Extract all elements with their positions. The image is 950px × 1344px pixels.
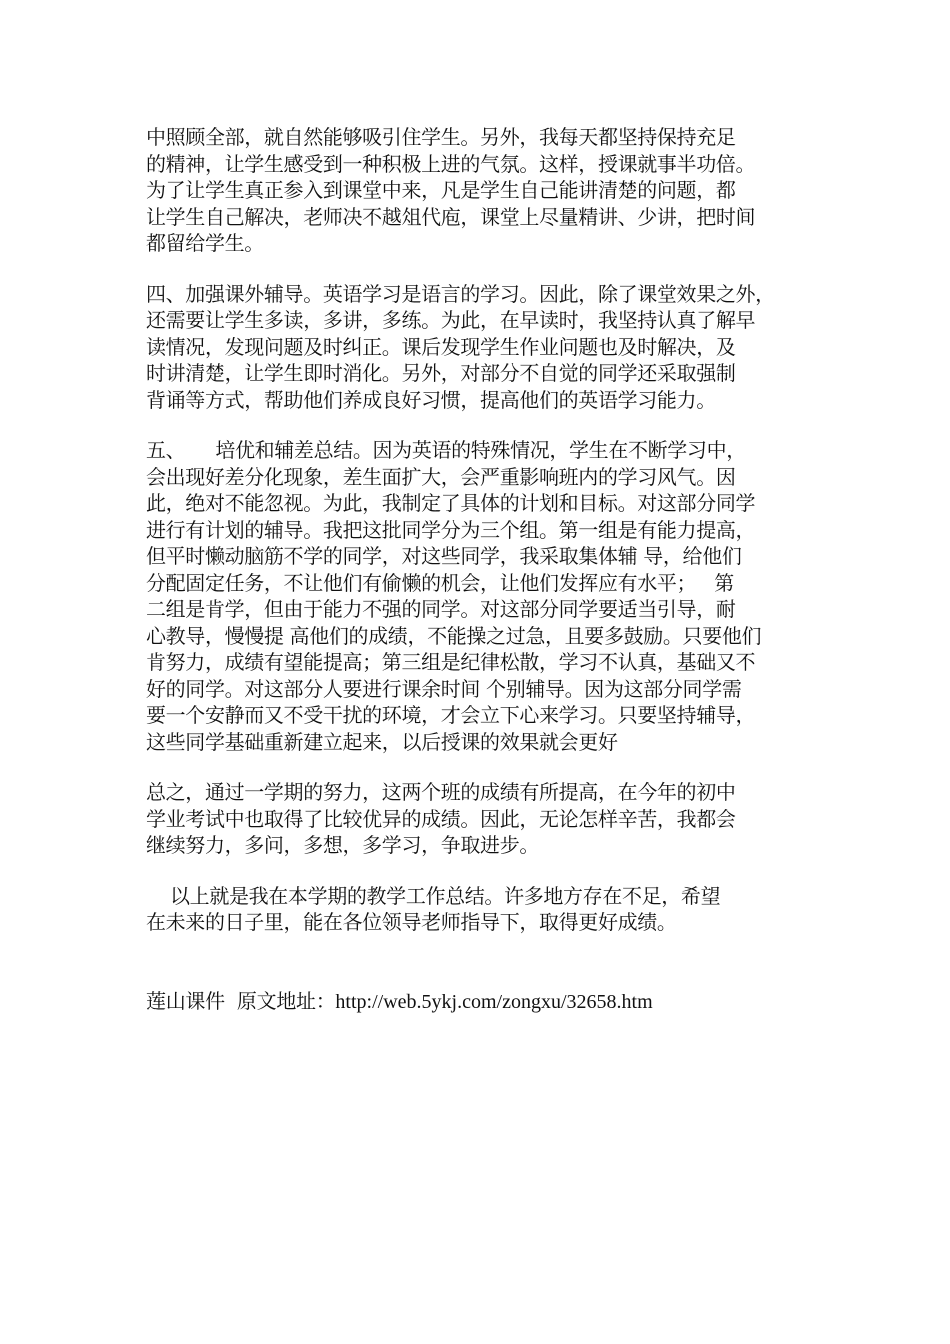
- paragraph-2: [146, 281, 810, 414]
- document-page: [146, 124, 810, 1015]
- text-line: 继续努力，多问，多想，多学习，争取进步。: [146, 833, 539, 857]
- paragraph-4: [146, 779, 810, 859]
- text-line: 都留给学生。: [146, 231, 264, 255]
- text-line: 四、加强课外辅导。英语学习是语言的学习。因此，除了课堂效果之外，: [146, 281, 775, 306]
- text-line: 时讲清楚，让学生即时消化。另外，对部分不自觉的同学还采取强制: [146, 361, 736, 385]
- paragraph-spacer: [146, 257, 810, 281]
- paragraph-spacer: [146, 755, 810, 779]
- text-line: 的精神，让学生感受到一种积极上进的气氛。这样，授课就事半功倍。: [146, 151, 756, 176]
- text-line: 进行有计划的辅导。我把这批同学分为三个组。第一组是有能力提高，: [146, 517, 756, 542]
- text-line: 要一个安静而又不受干扰的环境，才会立下心来学习。只要坚持辅导，: [146, 703, 756, 727]
- text-line: 分配固定任务，不让他们有偷懒的机会，让他们发挥应有水平； 第: [146, 570, 734, 595]
- text-line: 这些同学基础重新建立起来，以后授课的效果就会更好: [146, 729, 618, 754]
- text-line: 总之，通过一学期的努力，这两个班的成绩有所提高，在今年的初中: [146, 780, 736, 804]
- text-line: 为了让学生真正参入到课堂中来，凡是学生自己能讲清楚的问题，都: [146, 178, 736, 202]
- text-line: 肯努力，成绩有望能提高；第三组是纪律松散，学习不认真，基础又不: [146, 650, 756, 674]
- text-line: 心教导，慢慢提 高他们的成绩，不能操之过急，且要多鼓励。只要他们: [146, 623, 762, 648]
- text-line: 会出现好差分化现象，差生面扩大，会严重影响班内的学习风气。因: [146, 464, 736, 489]
- paragraph-spacer: [146, 413, 810, 437]
- text-line: 中照顾全部，就自然能够吸引住学生。另外，我每天都坚持保持充足: [146, 125, 736, 149]
- text-line: 学业考试中也取得了比较优异的成绩。因此，无论怎样辛苦，我都会: [146, 806, 736, 831]
- text-line: 好的同学。对这部分人要进行课余时间 个别辅导。因为这部分同学需: [146, 676, 742, 701]
- text-line: 让学生自己解决，老师决不越俎代庖，课堂上尽量精讲、少讲，把时间: [146, 204, 756, 229]
- text-line: 还需要让学生多读，多讲，多练。为此，在早读时，我坚持认真了解早: [146, 308, 756, 332]
- text-line: 二组是肯学，但由于能力不强的同学。对这部分同学要适当引导，耐: [146, 597, 736, 621]
- text-line: 此，绝对不能忽视。为此，我制定了具体的计划和目标。对这部分同学: [146, 491, 756, 515]
- text-line: 但平时懒动脑筋不学的同学，对这些同学，我采取集体辅 导，给他们: [146, 544, 742, 568]
- text-line: 以上就是我在本学期的教学工作总结。许多地方存在不足，希望: [146, 883, 721, 908]
- paragraph-1: [146, 124, 810, 257]
- text-line: 背诵等方式，帮助他们养成良好习惯，提高他们的英语学习能力。: [146, 387, 716, 412]
- text-line: 五、 培优和辅差总结。因为英语的特殊情况，学生在不断学习中，: [146, 438, 746, 462]
- footer-label: 莲山课件 原文地址：: [146, 988, 336, 1013]
- source-url-link[interactable]: http://web.5ykj.com/zongxu/32658.htm: [335, 990, 653, 1013]
- text-line: 读情况，发现问题及时纠正。课后发现学生作业问题也及时解决，及: [146, 334, 736, 359]
- paragraph-3: [146, 437, 810, 755]
- paragraph-spacer: [146, 936, 810, 988]
- paragraph-5: [146, 883, 810, 936]
- text-line: 在未来的日子里，能在各位领导老师指导下，取得更好成绩。: [146, 910, 677, 934]
- source-footer: [146, 988, 810, 1015]
- paragraph-spacer: [146, 859, 810, 883]
